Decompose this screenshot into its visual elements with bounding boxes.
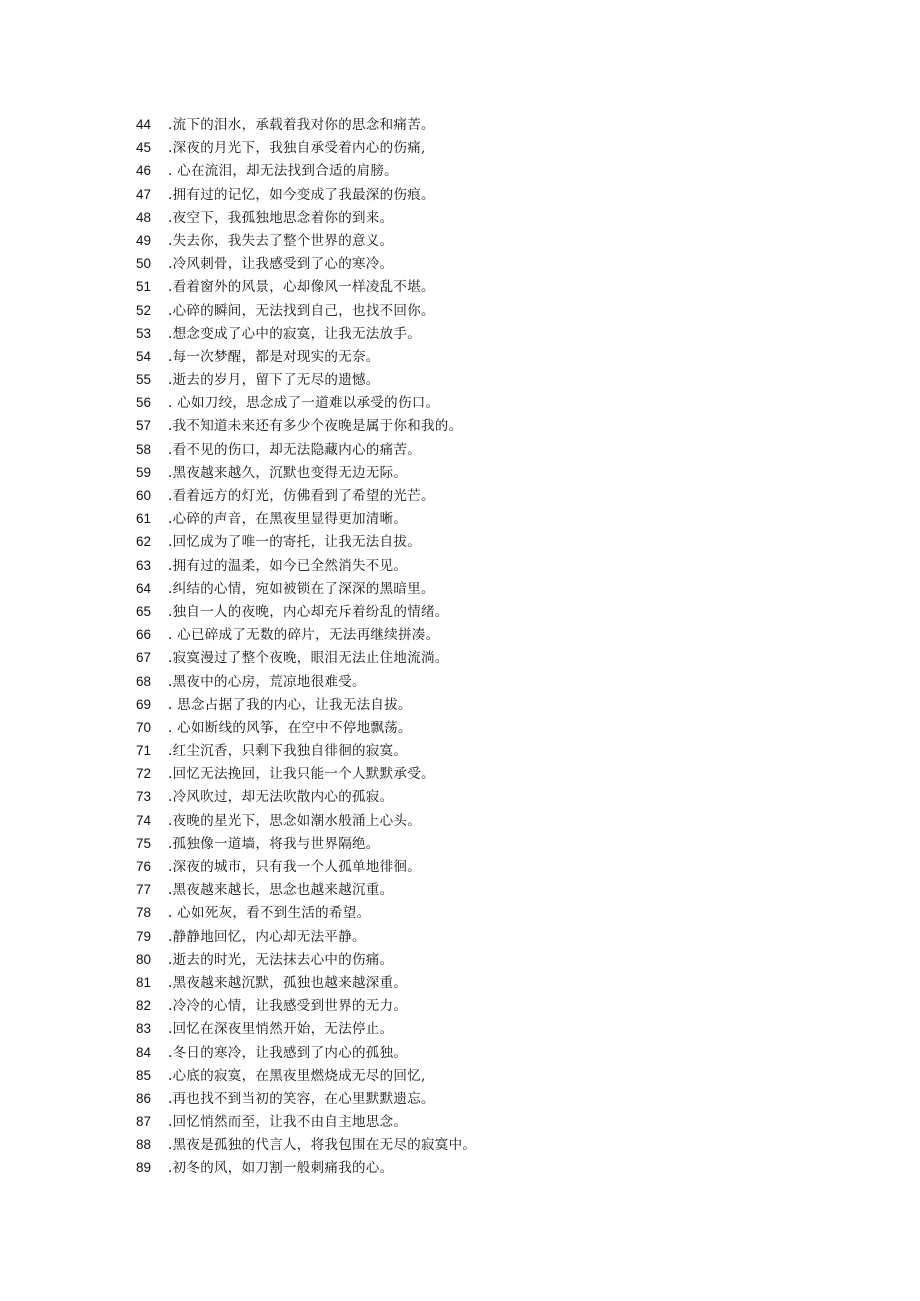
item-text: .纠结的心情，宛如被锁在了深深的黑暗里。 xyxy=(168,580,435,597)
item-number: 73 xyxy=(136,789,152,805)
list-item xyxy=(136,878,836,901)
item-number: 77 xyxy=(136,882,152,898)
list-item xyxy=(136,206,836,229)
list-item xyxy=(136,762,836,785)
list-item xyxy=(136,739,836,762)
item-text: .黑夜是孤独的代言人，将我包围在无尽的寂寞中。 xyxy=(168,1137,477,1154)
list-item xyxy=(136,901,836,924)
item-text: . 心如刀绞，思念成了一道难以承受的伤口。 xyxy=(168,395,440,412)
list-item xyxy=(136,971,836,994)
numbered-sentence-list xyxy=(136,113,836,1180)
list-item xyxy=(136,994,836,1017)
item-text: .回忆无法挽回，让我只能一个人默默承受。 xyxy=(168,766,435,783)
list-item xyxy=(136,229,836,252)
item-text: .拥有过的温柔，如今已全然消失不见。 xyxy=(168,557,408,574)
item-number: 88 xyxy=(136,1137,152,1153)
list-item xyxy=(136,646,836,669)
list-item xyxy=(136,183,836,206)
item-text: .冷风刺骨，让我感受到了心的寒冷。 xyxy=(168,256,394,273)
item-number: 57 xyxy=(136,418,152,434)
item-text: .想念变成了心中的寂寞，让我无法放手。 xyxy=(168,325,421,342)
item-text: .黑夜中的心房，荒凉地很难受。 xyxy=(168,673,366,690)
item-number: 87 xyxy=(136,1114,152,1130)
item-number: 68 xyxy=(136,673,152,689)
item-text: . 思念占据了我的内心，让我无法自拔。 xyxy=(168,696,412,713)
item-number: 50 xyxy=(136,256,152,272)
item-number: 74 xyxy=(136,812,152,828)
item-text: .每一次梦醒，都是对现实的无奈。 xyxy=(168,348,380,365)
item-text: .黑夜越来越久，沉默也变得无边无际。 xyxy=(168,464,408,481)
item-text: .回忆成为了唯一的寄托，让我无法自拔。 xyxy=(168,534,421,551)
item-number: 53 xyxy=(136,325,152,341)
item-number: 60 xyxy=(136,488,152,503)
list-item xyxy=(136,785,836,808)
item-text: .黑夜越来越长，思念也越来越沉重。 xyxy=(168,882,394,899)
item-number: 49 xyxy=(136,232,152,248)
item-text: .冬日的寒冷，让我感到了内心的孤独。 xyxy=(168,1044,408,1061)
list-item xyxy=(136,345,836,368)
list-item xyxy=(136,832,836,855)
list-item xyxy=(136,414,836,437)
item-number: 48 xyxy=(136,209,152,225)
list-item xyxy=(136,113,836,136)
item-text: .黑夜越来越沉默，孤独也越来越深重。 xyxy=(168,974,408,991)
list-item xyxy=(136,299,836,322)
item-text: .冷冷的心情，让我感受到世界的无力。 xyxy=(168,998,408,1015)
item-text: .逝去的时光，无法抹去心中的伤痛。 xyxy=(168,951,394,968)
item-number: 62 xyxy=(136,534,152,550)
list-item xyxy=(136,275,836,298)
item-number: 78 xyxy=(136,905,152,921)
list-item xyxy=(136,1156,836,1179)
item-text: .冷风吹过，却无法吹散内心的孤寂。 xyxy=(168,789,394,806)
item-text: .回忆在深夜里悄然开始，无法停止。 xyxy=(168,1021,394,1038)
item-number: 67 xyxy=(136,650,152,666)
item-number: 65 xyxy=(136,603,152,619)
item-number: 80 xyxy=(136,951,152,967)
list-item xyxy=(136,600,836,623)
item-number: 55 xyxy=(136,372,152,388)
item-text: .看着窗外的风景，心却像风一样凌乱不堪。 xyxy=(168,279,435,296)
item-text: .看着远方的灯光，仿佛看到了希望的光芒。 xyxy=(168,488,435,504)
list-item xyxy=(136,855,836,878)
item-number: 76 xyxy=(136,859,152,874)
list-item xyxy=(136,368,836,391)
item-number: 54 xyxy=(136,348,152,364)
item-text: .初冬的风，如刀割一般刺痛我的心。 xyxy=(168,1160,394,1177)
item-number: 82 xyxy=(136,998,152,1014)
item-number: 52 xyxy=(136,302,152,318)
list-item xyxy=(136,716,836,739)
item-text: .心碎的声音，在黑夜里显得更加清晰。 xyxy=(168,511,408,528)
list-item xyxy=(136,1110,836,1133)
item-number: 64 xyxy=(136,580,152,596)
item-number: 89 xyxy=(136,1160,152,1176)
item-number: 83 xyxy=(136,1021,152,1037)
item-number: 66 xyxy=(136,627,152,643)
item-number: 70 xyxy=(136,719,152,735)
item-text: .逝去的岁月，留下了无尽的遗憾。 xyxy=(168,372,380,389)
list-item xyxy=(136,1017,836,1040)
item-text: . 心已碎成了无数的碎片，无法再继续拼凑。 xyxy=(168,627,440,644)
list-item xyxy=(136,809,836,832)
item-text: .心碎的瞬间，无法找到自己，也找不回你。 xyxy=(168,302,435,319)
list-item xyxy=(136,554,836,577)
item-text: . 心如死灰，看不到生活的希望。 xyxy=(168,905,371,922)
item-text: .拥有过的记忆，如今变成了我最深的伤痕。 xyxy=(168,186,435,203)
list-item xyxy=(136,461,836,484)
list-item xyxy=(136,530,836,553)
item-text: .流下的泪水，承载着我对你的思念和痛苦。 xyxy=(168,117,435,133)
item-text: .夜晚的星光下，思念如潮水般涌上心头。 xyxy=(168,812,421,829)
list-item xyxy=(136,577,836,600)
item-number: 51 xyxy=(136,279,152,295)
list-item xyxy=(136,948,836,971)
item-number: 47 xyxy=(136,186,152,202)
list-item xyxy=(136,136,836,159)
item-number: 86 xyxy=(136,1090,152,1106)
item-text: .静静地回忆，内心却无法平静。 xyxy=(168,928,366,945)
item-number: 46 xyxy=(136,163,152,179)
item-text: .独自一人的夜晚，内心却充斥着纷乱的情绪。 xyxy=(168,603,449,620)
list-item xyxy=(136,670,836,693)
item-number: 44 xyxy=(136,117,152,132)
list-item xyxy=(136,1041,836,1064)
item-text: . 心在流泪，却无法找到合适的肩膀。 xyxy=(168,163,398,180)
list-item xyxy=(136,484,836,507)
item-text: .回忆悄然而至，让我不由自主地思念。 xyxy=(168,1114,408,1131)
item-number: 71 xyxy=(136,743,152,759)
item-number: 79 xyxy=(136,928,152,944)
list-item xyxy=(136,1064,836,1087)
list-item xyxy=(136,693,836,716)
item-text: .再也找不到当初的笑容，在心里默默遗忘。 xyxy=(168,1090,435,1107)
list-item xyxy=(136,438,836,461)
item-text: .看不见的伤口，却无法隐藏内心的痛苦。 xyxy=(168,441,421,458)
list-item xyxy=(136,159,836,182)
list-item xyxy=(136,252,836,275)
item-text: .心底的寂寞，在黑夜里燃烧成无尽的回忆, xyxy=(168,1067,426,1084)
item-number: 56 xyxy=(136,395,152,411)
item-text: .寂寞漫过了整个夜晚，眼泪无法止住地流淌。 xyxy=(168,650,449,667)
list-item xyxy=(136,1133,836,1156)
item-number: 81 xyxy=(136,974,152,990)
item-text: .孤独像一道墙，将我与世界隔绝。 xyxy=(168,835,380,852)
item-number: 75 xyxy=(136,835,152,851)
list-item xyxy=(136,623,836,646)
item-text: . 心如断线的风筝，在空中不停地飘荡。 xyxy=(168,719,412,736)
item-number: 69 xyxy=(136,696,152,712)
list-item xyxy=(136,925,836,948)
item-number: 72 xyxy=(136,766,152,782)
item-number: 59 xyxy=(136,464,152,480)
item-number: 45 xyxy=(136,140,152,156)
list-item xyxy=(136,507,836,530)
item-text: .夜空下，我孤独地思念着你的到来。 xyxy=(168,209,394,226)
item-number: 58 xyxy=(136,441,152,457)
list-item xyxy=(136,391,836,414)
list-item xyxy=(136,1087,836,1110)
item-text: .我不知道未来还有多少个夜晚是属于你和我的。 xyxy=(168,418,463,435)
item-number: 85 xyxy=(136,1067,152,1083)
item-text: .失去你，我失去了整个世界的意义。 xyxy=(168,232,394,249)
item-number: 63 xyxy=(136,557,152,573)
list-item xyxy=(136,322,836,345)
item-number: 84 xyxy=(136,1044,152,1060)
item-text: .红尘沉香，只剩下我独自徘徊的寂寞。 xyxy=(168,743,408,760)
item-number: 61 xyxy=(136,511,152,527)
item-text: .深夜的城市，只有我一个人孤单地徘徊。 xyxy=(168,859,421,875)
item-text: .深夜的月光下，我独自承受着内心的伤痛, xyxy=(168,140,426,157)
